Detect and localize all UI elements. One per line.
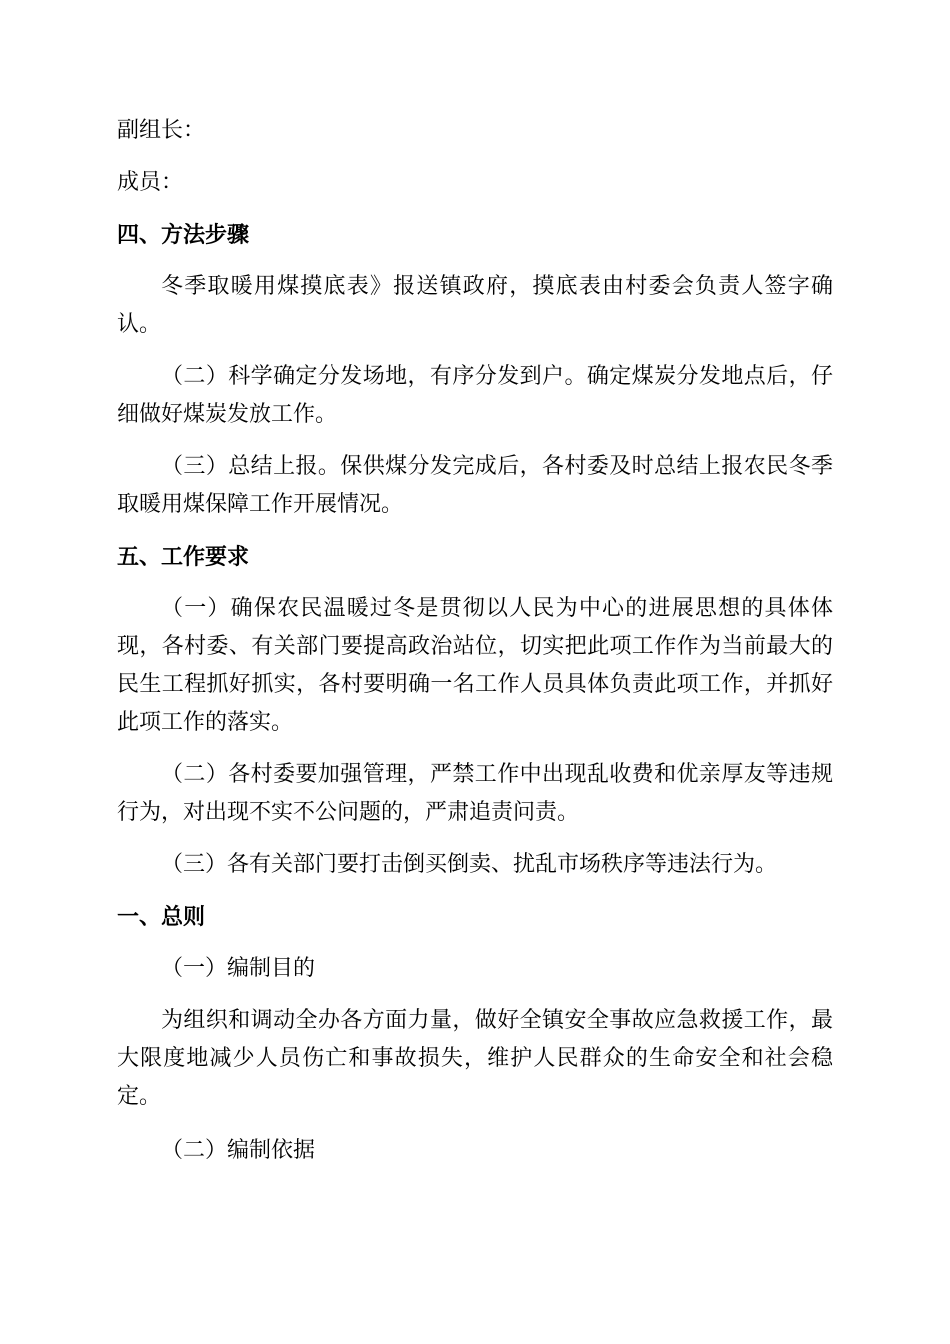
section-1-paragraph-1: 为组织和调动全办各方面力量，做好全镇安全事故应急救援工作，最大限度地减少人员伤亡和事故损失，维护人民群众的生命安全和社会稳定。 [117, 1008, 833, 1109]
section-1-subheading-2: （二）编制依据 [161, 1138, 316, 1163]
section-5-heading: 五、工作要求 [117, 544, 250, 570]
document-body [117, 112, 833, 1170]
section-4-paragraph-3: （三）总结上报。保供煤分发完成后，各村委及时总结上报农民冬季取暖用煤保障工作开展情况。 [117, 454, 833, 517]
members-line: 成员： [117, 170, 184, 195]
section-5-paragraph-2: （二）各村委要加强管理，严禁工作中出现乱收费和优亲厚友等违规行为，对出现不实不公问题的，严肃追责问责。 [117, 762, 833, 825]
section-5-paragraph-3: （三）各有关部门要打击倒买倒卖、扰乱市场秩序等违法行为。 [161, 852, 778, 877]
deputy-leader-line: 副组长： [117, 118, 206, 143]
section-1-subheading-1: （一）编制目的 [161, 956, 316, 981]
section-4-heading: 四、方法步骤 [117, 222, 250, 248]
section-5-paragraph-1: （一）确保农民温暖过冬是贯彻以人民为中心的进展思想的具体体现，各村委、有关部门要提高政治站位，切实把此项工作作为当前最大的民生工程抓好抓实，各村要明确一名工作人员具体负责此项工作，并抓好此项工作的落实。 [117, 596, 833, 735]
section-1-heading: 一、总则 [117, 904, 206, 930]
section-4-paragraph-2: （二）科学确定分发场地，有序分发到户。确定煤炭分发地点后，仔细做好煤炭发放工作。 [117, 364, 833, 427]
section-4-paragraph-1: 冬季取暖用煤摸底表》报送镇政府，摸底表由村委会负责人签字确认。 [117, 274, 833, 337]
